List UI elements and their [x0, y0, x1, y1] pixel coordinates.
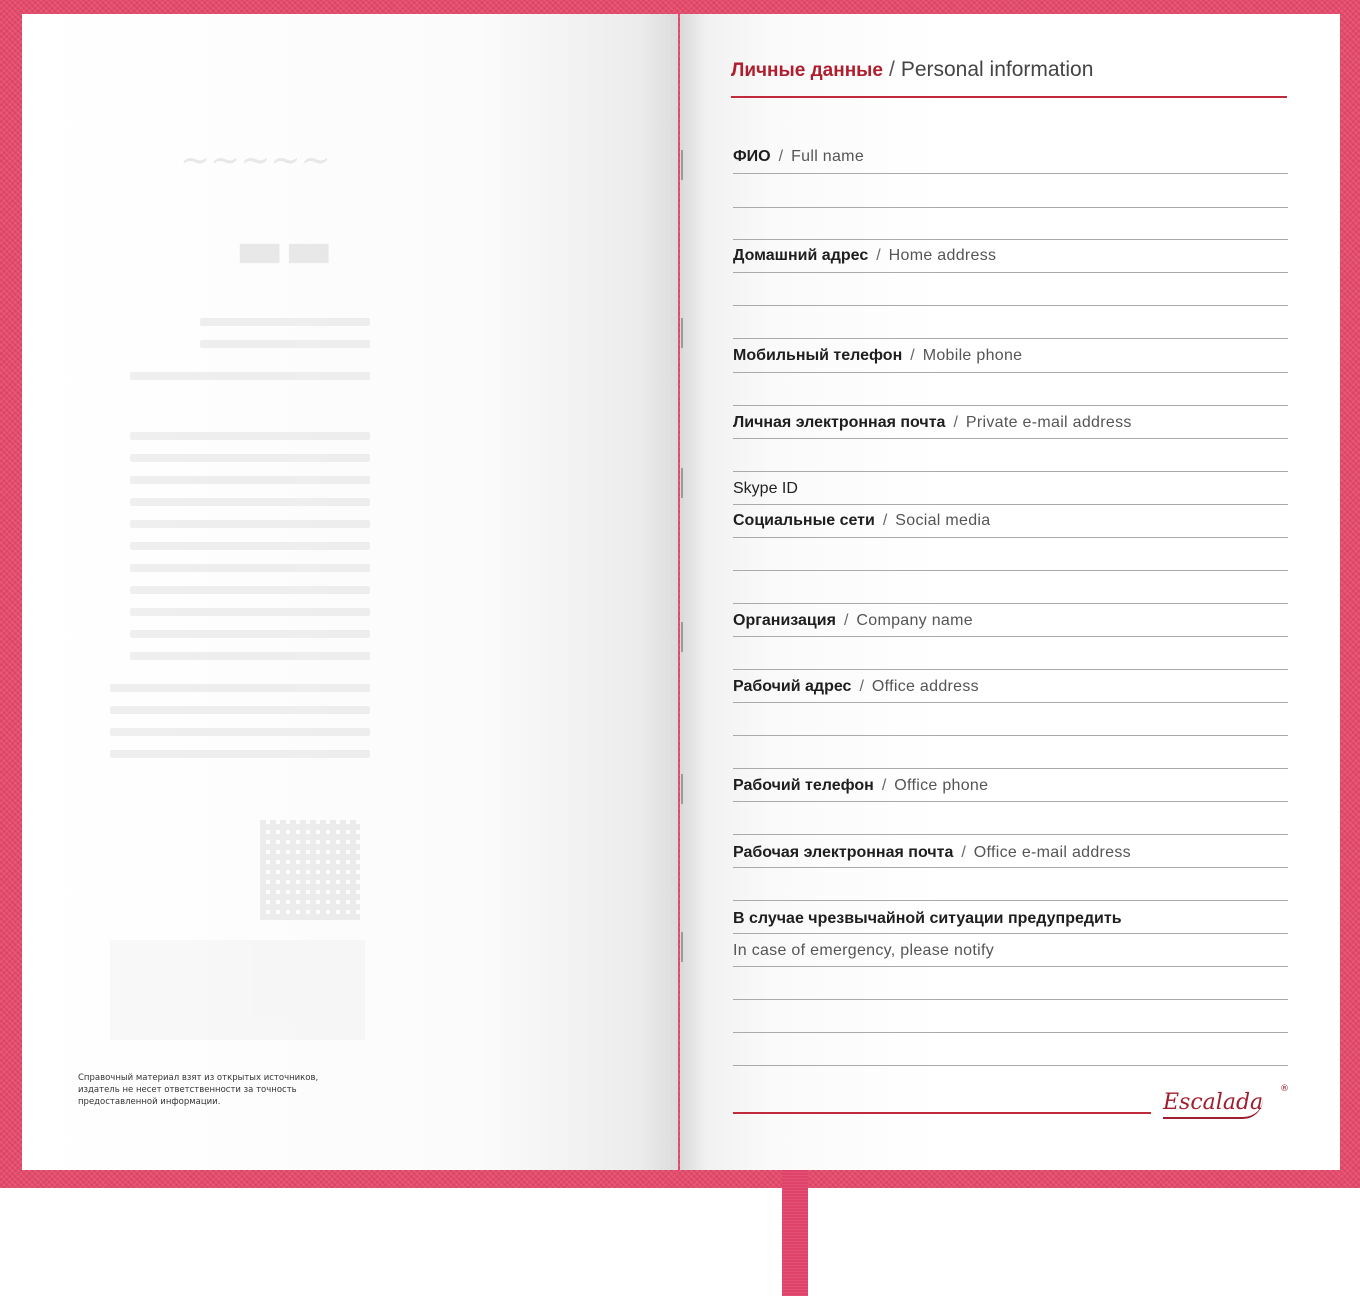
field-separator: /	[859, 678, 864, 695]
field-label-ru: Мобильный телефон	[733, 347, 903, 364]
field-full-name	[733, 148, 864, 166]
field-office-phone	[733, 777, 988, 795]
disclaimer-line: Справочный материал взят из открытых источников,	[78, 1073, 319, 1083]
ghost-line	[130, 608, 370, 616]
page-title-ru: Личные данные	[731, 60, 883, 81]
disclaimer-line: предоставленной информации.	[78, 1097, 221, 1107]
field-label-en: In case of emergency, please notify	[733, 942, 995, 959]
writing-line	[733, 834, 1288, 835]
disclaimer-line: издатель не несет ответственности за точность	[78, 1085, 297, 1095]
brand-logo: Escalada	[1163, 1090, 1263, 1119]
writing-line	[733, 504, 1288, 505]
writing-line	[733, 603, 1288, 604]
page-title	[731, 58, 1093, 82]
field-label-ru: Домашний адрес	[733, 247, 869, 264]
writing-line	[733, 1032, 1288, 1033]
binding-stitch	[681, 774, 683, 804]
page-title-en: Personal information	[900, 58, 1094, 81]
title-underline	[731, 96, 1287, 98]
field-emergency-en	[733, 942, 994, 960]
bookmark-ribbon	[782, 1168, 808, 1296]
right-page	[680, 14, 1340, 1170]
ghost-logo: ~~~~~	[180, 140, 331, 181]
field-social-media	[733, 512, 990, 530]
field-separator: /	[843, 612, 849, 629]
writing-line	[733, 900, 1288, 901]
ghost-line	[200, 318, 370, 326]
writing-line	[733, 1065, 1288, 1066]
field-label-ru: Личная электронная почта	[733, 414, 946, 431]
ghost-line	[130, 432, 370, 440]
field-mobile-phone	[733, 347, 1022, 365]
ghost-line	[130, 372, 370, 380]
field-label-ru: Рабочий адрес	[733, 678, 852, 695]
ghost-line	[110, 706, 370, 714]
ghost-line	[130, 520, 370, 528]
field-label-ru: Рабочий телефон	[733, 777, 874, 794]
writing-line	[733, 999, 1288, 1000]
field-label-ru: Рабочая электронная почта	[733, 844, 954, 861]
binding-stitch	[681, 932, 683, 962]
ghost-line	[110, 684, 370, 692]
ghost-block	[110, 940, 365, 1040]
binding-stitch	[681, 468, 683, 498]
writing-line	[733, 735, 1288, 736]
field-label-en: Home address	[888, 247, 997, 264]
field-company-name	[733, 612, 973, 630]
writing-line	[733, 438, 1288, 439]
writing-line	[733, 768, 1288, 769]
writing-line	[733, 471, 1288, 472]
field-separator: /	[778, 148, 784, 165]
field-label-en: Private e-mail address	[965, 414, 1132, 431]
field-separator: /	[910, 347, 915, 364]
field-separator: /	[961, 844, 966, 861]
binding-stitch	[681, 318, 683, 348]
writing-line	[733, 636, 1288, 637]
field-separator: /	[876, 247, 881, 264]
field-label-en: Company name	[856, 612, 973, 629]
ghost-line	[130, 564, 370, 572]
footer-line	[733, 1112, 1151, 1114]
binding-stitch	[681, 622, 683, 652]
writing-line	[733, 966, 1288, 967]
binding-stitch	[681, 150, 683, 180]
ghost-line	[130, 476, 370, 484]
ghost-line	[130, 586, 370, 594]
writing-line	[733, 272, 1288, 273]
field-label-en: Office phone	[894, 777, 989, 794]
writing-line	[733, 173, 1288, 174]
page-title-separator: /	[888, 58, 895, 81]
writing-line	[733, 933, 1288, 934]
field-label-ru: Социальные сети	[733, 512, 875, 529]
field-separator: /	[881, 777, 887, 794]
writing-line	[733, 405, 1288, 406]
field-office-email	[733, 844, 1131, 862]
disclaimer-text	[78, 1072, 348, 1108]
field-label-ru: ФИО	[733, 148, 771, 165]
writing-line	[733, 338, 1288, 339]
field-label: Skype ID	[733, 480, 798, 497]
field-private-email	[733, 414, 1132, 432]
field-label-en: Mobile phone	[922, 347, 1023, 364]
field-label-ru: Организация	[733, 612, 836, 629]
writing-line	[733, 570, 1288, 571]
ghost-line	[130, 630, 370, 638]
writing-line	[733, 207, 1288, 208]
field-label-ru: В случае чрезвычайной ситуации предупредить	[733, 910, 1122, 927]
writing-line	[733, 305, 1288, 306]
field-separator: /	[882, 512, 888, 529]
ghost-line	[130, 652, 370, 660]
ghost-line	[110, 728, 370, 736]
field-skype-id	[733, 480, 798, 498]
field-home-address	[733, 247, 996, 265]
writing-line	[733, 537, 1288, 538]
ghost-line	[110, 750, 370, 758]
ghost-line	[200, 340, 370, 348]
writing-line	[733, 372, 1288, 373]
field-separator: /	[953, 414, 958, 431]
field-office-address	[733, 678, 979, 696]
field-label-en: Office e-mail address	[973, 844, 1131, 861]
ghost-qr-code	[260, 820, 360, 920]
writing-line	[733, 669, 1288, 670]
registered-mark: ®	[1280, 1084, 1289, 1094]
writing-line	[733, 867, 1288, 868]
ghost-year: ▬▬	[235, 220, 334, 280]
show-through-text	[110, 110, 380, 1050]
field-emergency	[733, 910, 1122, 928]
field-label-en: Social media	[895, 512, 991, 529]
ghost-line	[130, 498, 370, 506]
field-label-en: Full name	[791, 148, 865, 165]
writing-line	[733, 239, 1288, 240]
ghost-line	[130, 454, 370, 462]
ghost-line	[130, 542, 370, 550]
field-label-en: Office address	[871, 678, 979, 695]
writing-line	[733, 702, 1288, 703]
writing-line	[733, 801, 1288, 802]
